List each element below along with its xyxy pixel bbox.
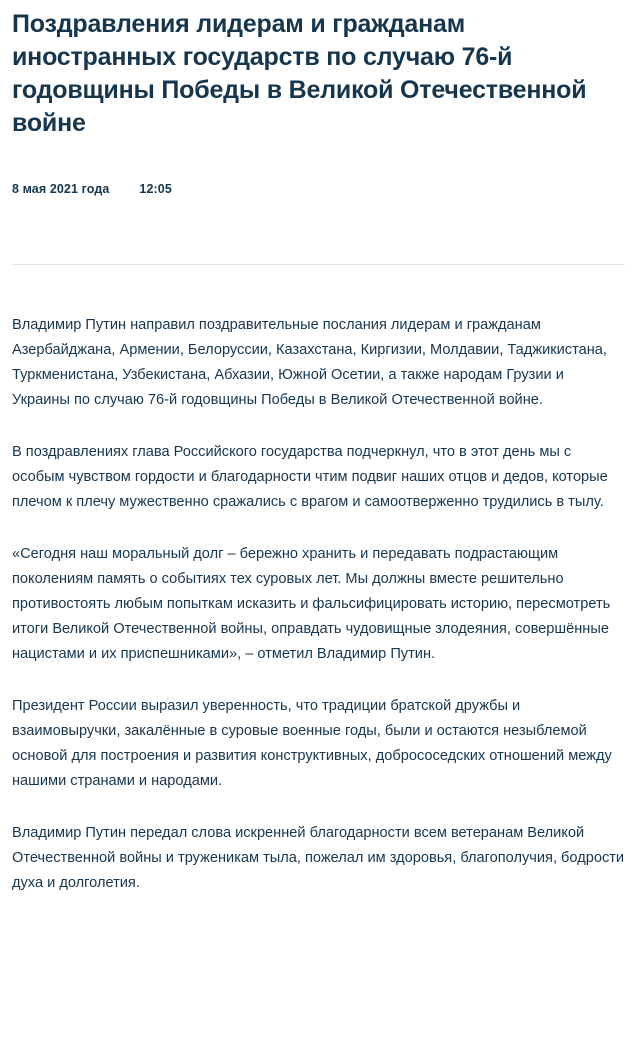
article-paragraph: «Сегодня наш моральный долг – бережно хранить и передавать подрастающим поколениям память о событиях тех суровых лет. Мы должны вместе решительно противостоять любым попыткам исказить и фальсифицировать историю, пересмотреть итоги Великой Отечественной войны, оправдать чудовищные злодеяния, совершённые нацистами и их приспешниками», – отметил Владимир Путин. [12,546,611,662]
article-body [12,313,625,906]
article-paragraph: Владимир Путин передал слова искренней благодарности всем ветеранам Великой Отечественной войны и труженикам тыла, пожелал им здоровья, благополучия, бодрости духа и долголетия. [12,825,625,891]
article-paragraph: В поздравлениях глава Российского государства подчеркнул, что в этот день мы с особым чувством гордости и благодарности чтим подвиг наших отцов и дедов, которые плечом к плечу мужественно сражались с врагом и самоотверженно трудились в тылу. [12,444,608,510]
article-paragraph: Президент России выразил уверенность, что традиции братской дружбы и взаимовыручки, закалённые в суровые военные годы, были и остаются незыблемой основой для построения и развития конструктивных, добрососедских отношений между нашими странами и народами. [12,698,612,789]
article-paragraph: Владимир Путин направил поздравительные послания лидерам и гражданам Азербайджана, Армении, Белоруссии, Казахстана, Киргизии, Молдавии, Таджикистана, Туркменистана, Узбекистана, Абхазии, Южной Осетии, а также народам Грузии и Украины по случаю 76-й годовщины Победы в Великой Отечественной войне. [12,317,607,408]
publish-time: 12:05 [139,182,172,196]
publish-date: 8 мая 2021 года [12,182,110,196]
page-title: Поздравления лидерам и гражданам иностранных государств по случаю 76-й годовщины Победы в Великой Отечественной войне [12,10,587,137]
meta-divider [12,264,625,265]
article-meta [12,182,625,196]
